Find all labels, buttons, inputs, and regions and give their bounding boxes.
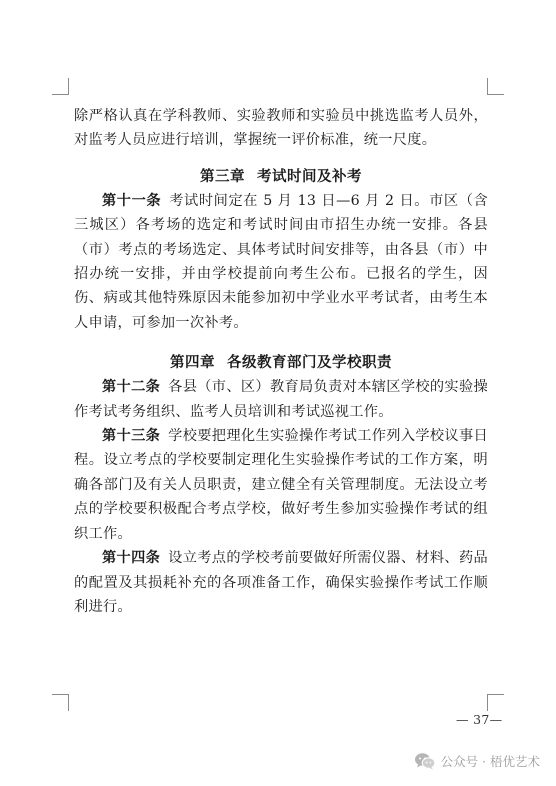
article-11-text: 考试时间定在 5 月 13 日—6 月 2 日。市区（含三城区）各考场的选定和考试时间由市招生办统一安排。各县（市）考点的考场选定、具体考试时间安排等，由各县（市）中招办统一安排，并由学校提前向考生公布。已报名的学生，因伤、病或其他特殊原因未能参加初中学业水平考试者，由考生本人申请，可参加一次补考。 bbox=[74, 192, 489, 331]
article-13-label: 第十三条 bbox=[102, 428, 161, 445]
article-13-text: 学校要把理化生实验操作考试工作列入学校议事日程。设立考点的学校要制定理化生实验操作考试的工作方案，明确各部门及有关人员职责，建立健全有关管理制度。无法设立考点的学校要积极配合考点学校，做好考生参加实验操作考试的组织工作。 bbox=[74, 428, 489, 542]
article-14-label: 第十四条 bbox=[102, 550, 161, 567]
crop-mark-top-right bbox=[487, 78, 504, 95]
crop-mark-bottom-left bbox=[52, 694, 69, 711]
article-12-label: 第十二条 bbox=[102, 379, 161, 396]
crop-mark-top-left bbox=[52, 78, 69, 95]
article-13 bbox=[74, 424, 488, 546]
watermark-text: 公众号 · 梧优艺术 bbox=[440, 754, 540, 769]
watermark bbox=[414, 752, 540, 770]
page-number: — 37— bbox=[456, 712, 503, 727]
article-11 bbox=[74, 189, 488, 335]
chapter-3-heading bbox=[74, 165, 488, 189]
chapter-4-number: 第四章 bbox=[170, 355, 215, 372]
wechat-icon bbox=[414, 752, 436, 770]
article-14 bbox=[74, 546, 488, 619]
chapter-3-title: 考试时间及补考 bbox=[257, 168, 362, 185]
article-14-text: 设立考点的学校考前要做好所需仪器、材料、药品的配置及其损耗补充的各项准备工作，确保实验操作考试工作顺利进行。 bbox=[74, 550, 489, 615]
chapter-4-heading bbox=[74, 351, 488, 375]
document-body bbox=[74, 104, 488, 619]
chapter-4-title: 各级教育部门及学校职责 bbox=[227, 355, 392, 372]
article-12-text: 各县（市、区）教育局负责对本辖区学校的实验操作考试考务组织、监考人员培训和考试巡视工作。 bbox=[74, 379, 489, 420]
article-12 bbox=[74, 375, 488, 424]
crop-mark-bottom-right bbox=[487, 694, 504, 711]
chapter-3-number: 第三章 bbox=[200, 168, 245, 185]
intro-paragraph: 除严格认真在学科教师、实验教师和实验员中挑选监考人员外，对监考人员应进行培训，掌握统一评价标准，统一尺度。 bbox=[74, 108, 488, 149]
article-11-label: 第十一条 bbox=[102, 192, 162, 209]
